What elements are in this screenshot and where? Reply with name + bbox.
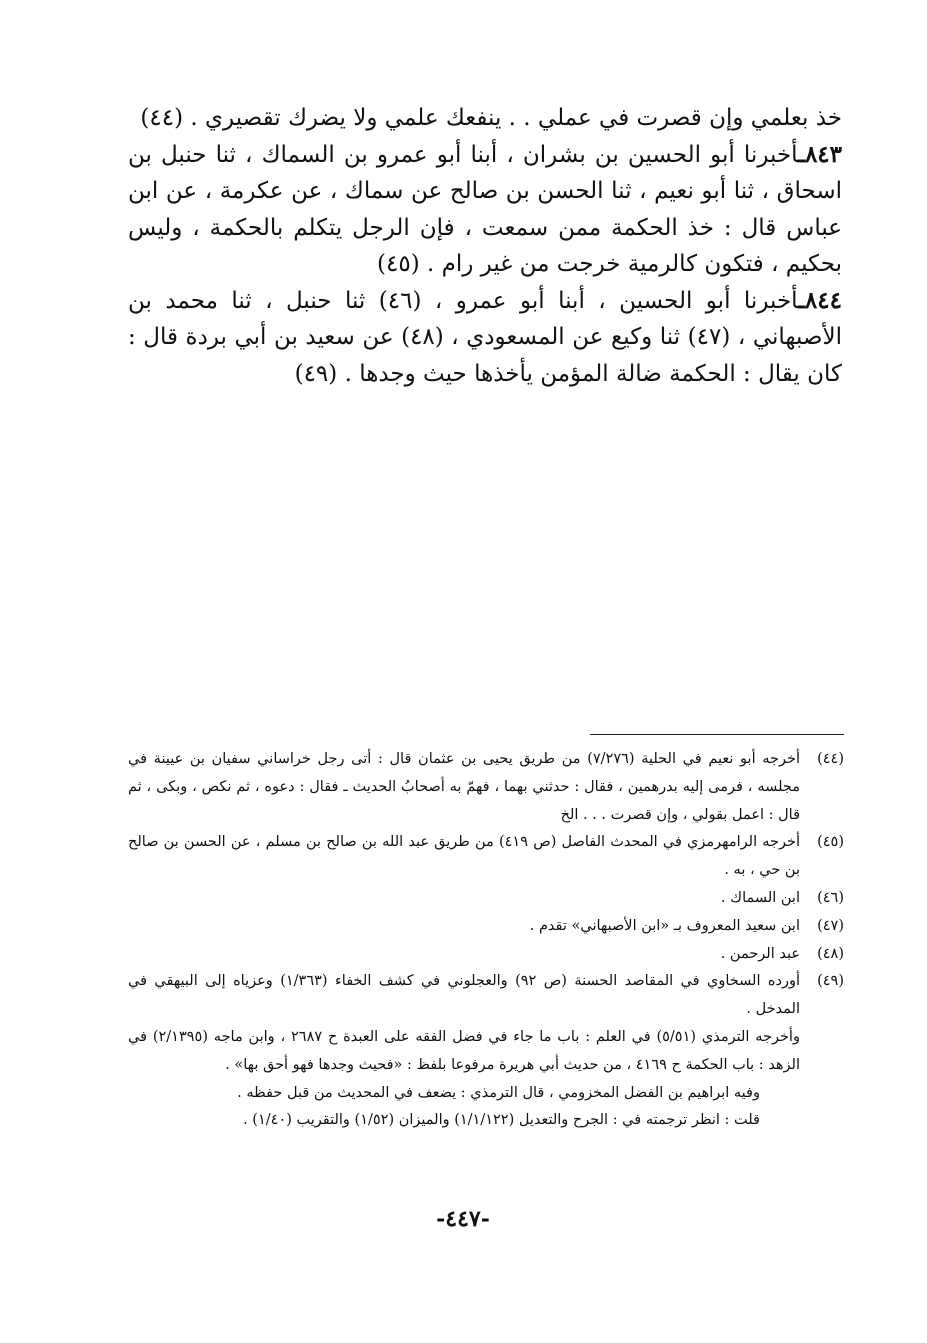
footnote-text: أخرجه الرامهرمزي في المحدث الفاصل (ص ٤١٩) من طريق عبد الله بن صالح بن مسلم ، عن الحسن بن صالح بن حي ، به . — [128, 834, 801, 879]
footnote-text: أخرجه أبو نعيم في الحلية (٧/٢٧٦) من طريق يحيى بن عثمان قال : أتى رجل خراساني سفيان بن عيينة في مجلسه ، فرمى إليه بدرهمين ، فقال : حدثني بهما ، فهمّ به أصحابُ الحديث ـ فقال : دعوه ، ثم نكص ، وبكى ، ثم قال : اعمل بقولي ، وإن قصرت . . . الخ — [128, 751, 800, 823]
footnote — [128, 829, 844, 885]
main-text — [128, 100, 842, 392]
footnote-number: (٤٦) — [817, 889, 844, 906]
footnote-number: (٤٥) — [817, 834, 844, 851]
footnote-text: ابن سعيد المعروف بـ «ابن الأصبهاني» تقدم . — [529, 917, 800, 934]
footnote-number: (٤٧) — [817, 917, 844, 934]
footnote — [128, 913, 844, 941]
footnotes — [128, 746, 844, 1135]
footnote-continuation: وفيه ابراهيم بن الفضل المخزومي ، قال الترمذي : يضعف في المحديث من قبل حفظه . — [237, 1084, 760, 1101]
footnote-separator — [590, 734, 844, 735]
paragraph-number: ٨٤٤ـ — [798, 286, 842, 314]
paragraph-number: ٨٤٣ـ — [798, 140, 842, 168]
footnote — [128, 941, 844, 969]
footnote-number: (٤٤) — [817, 751, 844, 767]
paragraph-text: أخبرنا أبو الحسين ، أبنا أبو عمرو ، (٤٦) ثنا حنبل ، ثنا محمد بن الأصبهاني ، (٤٧) ثنا وكيع عن المسعودي ، (٤٨) عن سعيد بن أبي بردة قال : كان يقال : الحكمة ضالة المؤمن يأخذها حيث وجدها . (٤٩) — [128, 287, 843, 387]
footnote-number: (٤٨) — [817, 945, 844, 962]
footnote-continuation: قلت : انظر ترجمته في : الجرح والتعديل (١/١/١٢٢) والميزان (١/٥٢) والتقريب (١/٤٠) . — [243, 1112, 760, 1129]
paragraph-844 — [128, 283, 842, 393]
page-number: -٤٤٧- — [436, 1206, 490, 1232]
footnote-text: ابن السماك . — [720, 889, 800, 906]
verse-line: خذ بعلمي وإن قصرت في عملي . . ينفعك علمي ولا يضرك تقصيري . (٤٤) — [140, 105, 842, 131]
footnote-text: عبد الرحمن . — [720, 945, 800, 962]
footnote-text: أورده السخاوي في المقاصد الحسنة (ص ٩٢) والعجلوني في كشف الخفاء (١/٣٦٣) وعزياه إلى البيهقي في المدخل . — [128, 973, 800, 1018]
paragraph-843 — [128, 137, 842, 283]
footnote — [128, 885, 844, 913]
paragraph-text: أخبرنا أبو الحسين بن بشران ، أبنا أبو عمرو بن السماك ، ثنا حنبل بن اسحاق ، ثنا أبو نعيم ، ثنا الحسن بن صالح عن سماك ، عن عكرمة ، عن ابن عباس قال : خذ الحكمة ممن سمعت ، فإن الرجل يتكلم بالحكمة ، وليس بحكيم ، فتكون كالرمية خرجت من غير رام . (٤٥) — [128, 141, 842, 277]
footnote — [128, 968, 844, 1024]
footnote — [128, 746, 844, 829]
footnote-number: (٤٩) — [817, 973, 844, 990]
footnote-continuation: وأخرجه الترمذي (٥/٥١) في العلم : باب ما جاء في فضل الفقه على العبدة ح ٢٦٨٧ ، وابن ماجه (٢/١٣٩٥) في الزهد : باب الحكمة ح ٤١٦٩ ، من حديث أبي هريرة مرفوعا بلفظ : «فحيث وجدها فهو أحق بها» . — [128, 1028, 800, 1073]
